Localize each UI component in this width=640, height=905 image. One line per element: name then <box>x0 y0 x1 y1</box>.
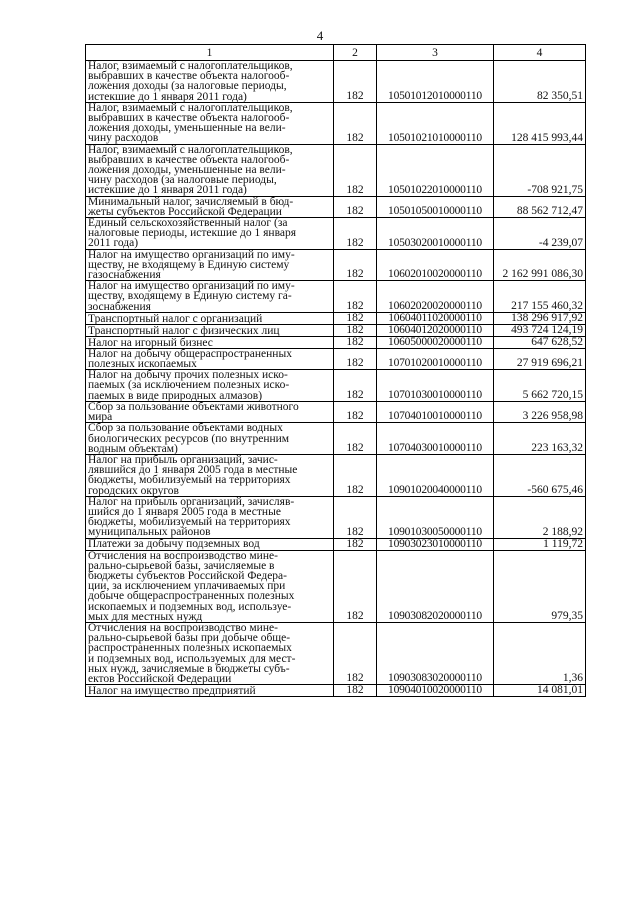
revenue-name-line: бюджеты, мобилизуемый на территориях <box>88 474 291 487</box>
admin-code-cell: 182 <box>334 401 377 422</box>
revenue-name-line: истекшие до 1 января 2011 года) <box>88 90 247 103</box>
revenue-name-text <box>88 623 331 684</box>
admin-code-cell: 182 <box>334 550 377 622</box>
revenue-name-line: Налог, взимаемый с налогоплательщиков, <box>88 101 293 114</box>
revenue-name-cell <box>86 144 334 196</box>
revenue-name-text <box>88 551 331 622</box>
classification-code-cell: 10701030010000110 <box>377 370 494 402</box>
amount-cell: -708 921,75 <box>494 144 586 196</box>
column-header-admin-code: 2 <box>334 45 377 61</box>
admin-code-cell: 182 <box>334 348 377 369</box>
amount-cell: 27 919 696,21 <box>494 348 586 369</box>
column-header-name: 1 <box>86 45 334 61</box>
table-row <box>86 454 586 496</box>
classification-code-cell: 10704010010000110 <box>377 401 494 422</box>
table-row <box>86 496 586 538</box>
table-row <box>86 281 586 313</box>
amount-cell: 1 119,72 <box>494 538 586 550</box>
revenue-name-text <box>88 349 331 369</box>
revenue-name-line: бюджеты, мобилизуемый на территориях <box>88 516 291 529</box>
table-row <box>86 685 586 697</box>
revenue-name-line: шийся до 1 января 2005 года в местные <box>88 505 281 518</box>
revenue-name-cell <box>86 312 334 324</box>
classification-code-cell: 10901030050000110 <box>377 496 494 538</box>
revenue-name-text <box>88 218 331 249</box>
classification-code-cell: 10604011020000110 <box>377 312 494 324</box>
table-row <box>86 102 586 144</box>
classification-code-cell: 10602020020000110 <box>377 281 494 313</box>
revenue-name-line: рально-сырьевой базы, зачисляемые в <box>88 559 275 572</box>
revenue-name-text <box>88 686 331 696</box>
admin-code-cell: 182 <box>334 281 377 313</box>
revenue-name-line: мира <box>88 411 113 424</box>
amount-cell: 2 188,92 <box>494 496 586 538</box>
admin-code-cell: 182 <box>334 102 377 144</box>
revenue-name-line: Налог на имущество организаций по иму- <box>88 248 295 261</box>
revenue-name-cell <box>86 496 334 538</box>
revenue-name-line: чину расходов (за налоговые периоды, <box>88 174 277 187</box>
amount-cell: 223 163,32 <box>494 423 586 455</box>
revenue-name-cell <box>86 622 334 684</box>
revenue-name-cell <box>86 102 334 144</box>
revenue-name-line: 2011 года) <box>88 237 139 250</box>
table-row <box>86 312 586 324</box>
amount-cell: 138 296 917,92 <box>494 312 586 324</box>
revenue-name-line: паемых (за исключением полезных иско- <box>88 379 290 392</box>
revenue-name-line: бюджеты субъектов Российской Федера- <box>88 569 287 582</box>
admin-code-cell: 182 <box>334 496 377 538</box>
amount-cell: 128 415 993,44 <box>494 102 586 144</box>
amount-cell: 82 350,51 <box>494 61 586 103</box>
revenue-name-cell <box>86 370 334 402</box>
admin-code-cell: 182 <box>334 218 377 250</box>
revenue-name-cell <box>86 336 334 348</box>
classification-code-cell: 10904010020000110 <box>377 685 494 697</box>
table-row <box>86 370 586 402</box>
classification-code-cell: 10903023010000110 <box>377 538 494 550</box>
revenue-name-text <box>88 145 331 196</box>
revenue-name-cell <box>86 196 334 217</box>
revenue-name-line: ложения доходы, уменьшенные на вели- <box>88 122 286 135</box>
revenue-name-line: паемых в виде природных алмазов) <box>88 389 263 402</box>
revenue-name-line: выбравших в качестве объекта налогооб- <box>88 70 290 83</box>
revenue-name-line: ложения доходы (за налоговые периоды, <box>88 80 287 93</box>
table-row <box>86 336 586 348</box>
admin-code-cell: 182 <box>334 61 377 103</box>
revenue-name-line: Налог на прибыль организаций, зачисляв- <box>88 495 295 508</box>
revenue-name-line: городских округов <box>88 484 179 497</box>
amount-cell: 493 724 124,19 <box>494 324 586 336</box>
revenue-name-text <box>88 103 331 144</box>
classification-code-cell: 10701020010000110 <box>377 348 494 369</box>
revenue-name-cell <box>86 685 334 697</box>
table-row <box>86 538 586 550</box>
revenue-name-line: Отчисления на воспроизводство мине- <box>88 621 278 634</box>
revenue-name-cell <box>86 218 334 250</box>
table-row <box>86 144 586 196</box>
classification-code-cell: 10501022010000110 <box>377 144 494 196</box>
revenue-name-text <box>88 539 331 549</box>
amount-cell: 5 662 720,15 <box>494 370 586 402</box>
classification-code-cell: 10501021010000110 <box>377 102 494 144</box>
revenue-name-text <box>88 281 331 312</box>
revenue-name-line: Налог на добычу прочих полезных иско- <box>88 369 288 382</box>
amount-cell: 88 562 712,47 <box>494 196 586 217</box>
revenue-name-line: газоснабжения <box>88 269 161 282</box>
revenue-name-text <box>88 250 331 281</box>
revenue-name-line: Налог на добычу общераспространенных <box>88 347 292 360</box>
revenue-name-line: Сбор за пользование объектами животного <box>88 400 299 413</box>
amount-cell: 979,35 <box>494 550 586 622</box>
admin-code-cell: 182 <box>334 144 377 196</box>
table-row <box>86 622 586 684</box>
revenue-name-line: добыче общераспространенных полезных <box>88 590 295 603</box>
page-number: 4 <box>316 28 324 43</box>
table-body <box>86 61 586 697</box>
table-row <box>86 218 586 250</box>
revenue-name-text <box>88 402 331 422</box>
admin-code-cell: 182 <box>334 423 377 455</box>
classification-code-cell: 10604012020000110 <box>377 324 494 336</box>
admin-code-cell: 182 <box>334 370 377 402</box>
header-row <box>86 45 586 61</box>
revenue-name-line: распространенных полезных ископаемых <box>88 642 292 655</box>
revenue-name-line: истекшие до 1 января 2011 года) <box>88 184 247 197</box>
revenue-name-line: ции, за исключением уплачиваемых при <box>88 580 286 593</box>
admin-code-cell: 182 <box>334 454 377 496</box>
revenue-name-line: лявшийся до 1 января 2005 года в местные <box>88 464 298 477</box>
classification-code-cell: 10602010020000110 <box>377 249 494 281</box>
classification-code-cell: 10501050010000110 <box>377 196 494 217</box>
revenue-name-line: ектов Российской Федерации <box>88 672 232 685</box>
revenue-name-text <box>88 314 331 324</box>
column-header-classification-code: 3 <box>377 45 494 61</box>
revenue-name-line: ископаемых и подземных вод, используе- <box>88 600 292 613</box>
revenue-name-text <box>88 423 331 454</box>
revenue-name-line: чину расходов <box>88 132 159 145</box>
revenue-name-line: Транспортный налог с организаций <box>88 312 263 325</box>
revenue-name-text <box>88 61 331 102</box>
classification-code-cell: 10704030010000110 <box>377 423 494 455</box>
classification-code-cell: 10605000020000110 <box>377 336 494 348</box>
revenue-name-line: Налог, взимаемый с налогоплательщиков, <box>88 60 293 72</box>
amount-cell: 14 081,01 <box>494 685 586 697</box>
table-row <box>86 348 586 369</box>
revenue-name-line: рально-сырьевой базы при добыче обще- <box>88 632 291 645</box>
revenue-name-line: Налог на имущество предприятий <box>88 684 256 697</box>
classification-code-cell: 10503020010000110 <box>377 218 494 250</box>
amount-cell: 217 155 460,32 <box>494 281 586 313</box>
revenue-name-line: ложения доходы, уменьшенные на вели- <box>88 164 286 177</box>
revenue-name-cell <box>86 348 334 369</box>
revenue-name-line: и подземных вод, используемых для мест- <box>88 652 296 665</box>
amount-cell: 2 162 991 086,30 <box>494 249 586 281</box>
table-row <box>86 550 586 622</box>
revenue-name-text <box>88 326 331 336</box>
classification-code-cell: 10501012010000110 <box>377 61 494 103</box>
admin-code-cell: 182 <box>334 196 377 217</box>
revenue-name-cell <box>86 281 334 313</box>
revenue-name-cell <box>86 249 334 281</box>
amount-cell: 3 226 958,98 <box>494 401 586 422</box>
revenue-name-line: Налог на игорный бизнес <box>88 336 213 349</box>
admin-code-cell: 182 <box>334 249 377 281</box>
classification-code-cell: 10903082020000110 <box>377 550 494 622</box>
revenue-name-line: полезных ископаемых <box>88 358 197 371</box>
revenue-name-line: ществу, входящему в Единую систему га- <box>88 290 292 303</box>
admin-code-cell: 182 <box>334 324 377 336</box>
admin-code-cell: 182 <box>334 312 377 324</box>
revenue-name-line: налоговые периоды, истекшие до 1 января <box>88 227 297 240</box>
revenue-name-line: водным объектам) <box>88 442 178 455</box>
admin-code-cell: 182 <box>334 538 377 550</box>
amount-cell: 1,36 <box>494 622 586 684</box>
amount-cell: 647 628,52 <box>494 336 586 348</box>
revenue-name-line: Налог на прибыль организаций, зачис- <box>88 453 278 466</box>
revenue-name-line: ществу, не входящему в Единую систему <box>88 258 290 271</box>
table-row <box>86 249 586 281</box>
revenue-name-text <box>88 455 331 496</box>
revenue-name-cell <box>86 423 334 455</box>
revenue-name-cell <box>86 538 334 550</box>
admin-code-cell: 182 <box>334 336 377 348</box>
table-row <box>86 423 586 455</box>
revenue-name-cell <box>86 324 334 336</box>
revenue-name-line: Минимальный налог, зачисляемый в бюд- <box>88 195 294 208</box>
classification-code-cell: 10903083020000110 <box>377 622 494 684</box>
revenue-name-line: Налог на имущество организаций по иму- <box>88 280 295 293</box>
classification-code-cell: 10901020040000110 <box>377 454 494 496</box>
revenue-name-text <box>88 338 331 348</box>
revenue-name-cell <box>86 550 334 622</box>
revenue-name-line: биологических ресурсов (по внутренним <box>88 432 290 445</box>
revenue-name-line: выбравших в качестве объекта налогооб- <box>88 153 290 166</box>
revenue-name-line: Платежи за добычу подземных вод <box>88 538 260 551</box>
column-header-amount: 4 <box>494 45 586 61</box>
table-row <box>86 61 586 103</box>
revenue-name-line: муниципальных районов <box>88 526 211 539</box>
amount-cell: -4 239,07 <box>494 218 586 250</box>
revenue-name-cell <box>86 61 334 103</box>
revenue-name-text <box>88 497 331 538</box>
table-row <box>86 401 586 422</box>
revenue-name-line: Отчисления на воспроизводство мине- <box>88 549 278 562</box>
revenue-name-text <box>88 197 331 217</box>
amount-cell: -560 675,46 <box>494 454 586 496</box>
revenue-name-cell <box>86 401 334 422</box>
table-row <box>86 196 586 217</box>
revenue-name-line: Сбор за пользование объектами водных <box>88 422 283 435</box>
revenue-name-line: Транспортный налог с физических лиц <box>88 324 280 337</box>
revenue-name-line: выбравших в качестве объекта налогооб- <box>88 112 290 125</box>
budget-table <box>85 44 586 697</box>
revenue-name-line: Единый сельскохозяйственный налог (за <box>88 217 288 230</box>
admin-code-cell: 182 <box>334 622 377 684</box>
revenue-name-line: жеты субъектов Российской Федерации <box>88 205 282 218</box>
revenue-name-line: мых для местных нужд <box>88 610 203 623</box>
revenue-name-text <box>88 370 331 401</box>
revenue-name-line: Налог, взимаемый с налогоплательщиков, <box>88 143 293 156</box>
revenue-name-line: ных нужд, зачисляемые в бюджеты субъ- <box>88 662 290 675</box>
revenue-name-line: зоснабжения <box>88 300 151 313</box>
admin-code-cell: 182 <box>334 685 377 697</box>
table-row <box>86 324 586 336</box>
revenue-name-cell <box>86 454 334 496</box>
